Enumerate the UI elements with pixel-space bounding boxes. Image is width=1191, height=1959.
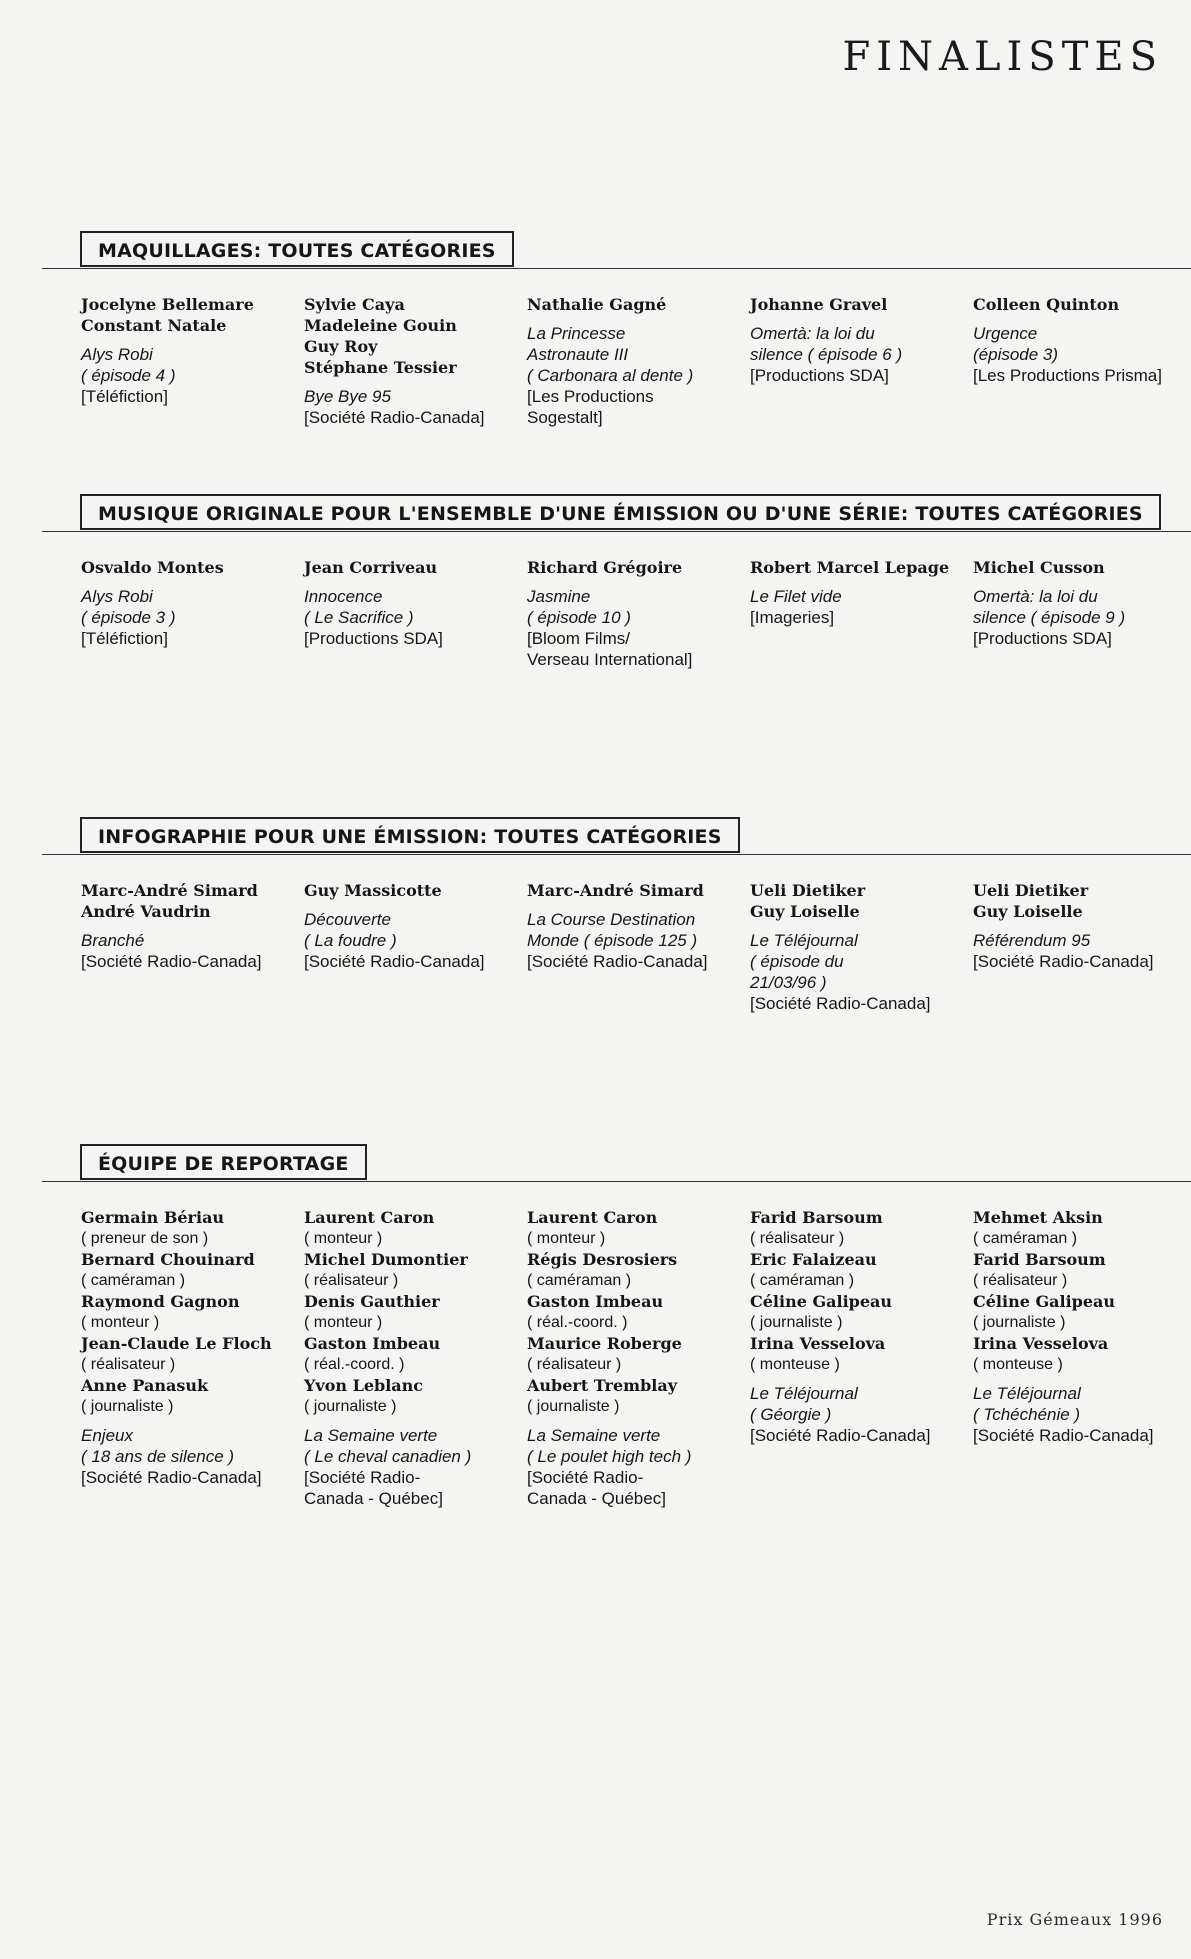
finalist-name: Michel Cusson	[973, 558, 1105, 577]
page-title: FINALISTES	[842, 34, 1163, 80]
finalist-name: Stéphane Tessier	[304, 358, 457, 377]
finalist-person	[304, 294, 519, 315]
finalist-names	[750, 294, 965, 315]
finalist-entry	[527, 1207, 750, 1509]
finalist-entry	[527, 880, 750, 1014]
finalist-person	[304, 557, 519, 578]
finalist-person	[527, 1333, 742, 1375]
finalist-person	[527, 880, 742, 901]
finalist-role: ( réal.-coord. )	[527, 1314, 628, 1331]
finalist-role: ( journaliste )	[750, 1314, 843, 1331]
finalist-name: Guy Roy	[304, 337, 378, 356]
finalist-role: ( caméraman )	[750, 1272, 855, 1289]
work-title-line: ( épisode 4 )	[81, 366, 176, 385]
finalist-names	[750, 1207, 965, 1375]
finalist-entry	[304, 1207, 527, 1509]
work-title-line: ( Carbonara al dente )	[527, 366, 694, 385]
work-title-line: Bye Bye 95	[304, 387, 391, 406]
finalist-role: ( réalisateur )	[750, 1230, 845, 1247]
finalist-names	[304, 880, 519, 901]
finalist-name: Constant Natale	[81, 316, 227, 335]
finalist-entry	[973, 557, 1191, 670]
finalist-person	[304, 1333, 519, 1375]
finalist-name: Yvon Leblanc	[304, 1376, 424, 1395]
work-title-line: Urgence	[973, 324, 1038, 343]
finalist-name: Raymond Gagnon	[81, 1292, 240, 1311]
work-title-line: (épisode 3)	[973, 345, 1059, 364]
finalist-name: Guy Massicotte	[304, 881, 442, 900]
finalist-person	[973, 1333, 1188, 1375]
production-line: [Société Radio-Canada]	[304, 408, 485, 427]
finalist-work	[973, 586, 1188, 649]
finalist-name: Céline Galipeau	[750, 1292, 893, 1311]
finalist-person	[81, 1375, 296, 1417]
finalist-role: ( réalisateur )	[527, 1356, 622, 1373]
finalist-person	[304, 336, 519, 357]
production-line: [Téléfiction]	[81, 629, 168, 648]
finalist-name: Gaston Imbeau	[527, 1292, 664, 1311]
finalist-name: Colleen Quinton	[973, 295, 1120, 314]
production-line: [Société Radio-Canada]	[81, 952, 262, 971]
finalist-name: Jocelyne Bellemare	[81, 295, 254, 314]
finalist-role: ( journaliste )	[81, 1398, 174, 1415]
section-header: MUSIQUE ORIGINALE POUR L'ENSEMBLE D'UNE ÉMISSION OU D'UNE SÉRIE: TOUTES CATÉGORIES	[80, 494, 1161, 530]
work-title-line: Omertà: la loi du	[750, 324, 875, 343]
finalist-role: ( caméraman )	[81, 1272, 186, 1289]
production-line: Sogestalt]	[527, 408, 603, 427]
finalist-name: Osvaldo Montes	[81, 558, 224, 577]
work-title-line: Omertà: la loi du	[973, 587, 1098, 606]
finalist-name: Régis Desrosiers	[527, 1250, 678, 1269]
finalist-person	[304, 357, 519, 378]
production-line: [Société Radio-Canada]	[81, 1468, 262, 1487]
finalist-work	[973, 1383, 1188, 1446]
work-title-line: Le Téléjournal	[973, 1384, 1081, 1403]
finalist-work	[527, 1425, 742, 1509]
finalist-work	[973, 323, 1188, 386]
finalist-person	[750, 1207, 965, 1249]
finalist-name: Ueli Dietiker	[750, 881, 866, 900]
finalist-names	[527, 880, 742, 901]
finalist-person	[750, 1249, 965, 1291]
finalist-names	[973, 294, 1188, 315]
production-line: [Imageries]	[750, 608, 835, 627]
finalist-name: Jean-Claude Le Floch	[81, 1334, 272, 1353]
finalist-names	[81, 1207, 296, 1417]
finalist-name: Farid Barsoum	[750, 1208, 883, 1227]
production-line: [Téléfiction]	[81, 387, 168, 406]
finalist-role: ( caméraman )	[527, 1272, 632, 1289]
finalist-entry	[527, 557, 750, 670]
production-line: Canada - Québec]	[527, 1489, 666, 1508]
work-title-line: Le Téléjournal	[750, 1384, 858, 1403]
finalist-entry	[527, 294, 750, 428]
finalist-entry	[304, 557, 527, 670]
finalist-name: Guy Loiselle	[750, 902, 860, 921]
finalist-person	[304, 1249, 519, 1291]
work-title-line: La Course Destination	[527, 910, 696, 929]
finalist-role: ( preneur de son )	[81, 1230, 209, 1247]
finalist-person	[973, 1249, 1188, 1291]
work-title-line: Référendum 95	[973, 931, 1091, 950]
finalist-name: Laurent Caron	[527, 1208, 658, 1227]
production-line: [Société Radio-Canada]	[527, 952, 708, 971]
finalist-work	[750, 1383, 965, 1446]
finalist-name: Farid Barsoum	[973, 1250, 1106, 1269]
finalist-person	[527, 1249, 742, 1291]
work-title-line: Astronaute III	[527, 345, 629, 364]
production-line: Verseau International]	[527, 650, 693, 669]
production-line: [Société Radio-Canada]	[304, 952, 485, 971]
finalist-role: ( caméraman )	[973, 1230, 1078, 1247]
finalist-person	[750, 880, 965, 901]
finalist-person	[750, 294, 965, 315]
work-title-line: silence ( épisode 9 )	[973, 608, 1126, 627]
finalist-person	[304, 1207, 519, 1249]
finalist-name: Sylvie Caya	[304, 295, 405, 314]
finalist-name: Germain Bériau	[81, 1208, 225, 1227]
finalist-names	[750, 557, 965, 578]
production-line: [Productions SDA]	[304, 629, 443, 648]
finalist-person	[973, 901, 1188, 922]
work-title-line: Le Filet vide	[750, 587, 842, 606]
finalist-name: Mehmet Aksin	[973, 1208, 1103, 1227]
work-title-line: ( Le Sacrifice )	[304, 608, 414, 627]
finalist-name: Bernard Chouinard	[81, 1250, 255, 1269]
finalist-columns	[81, 294, 1191, 428]
production-line: [Société Radio-Canada]	[973, 1426, 1154, 1445]
finalist-name: Richard Grégoire	[527, 558, 683, 577]
finalist-names	[973, 880, 1188, 922]
work-title-line: ( épisode du	[750, 952, 844, 971]
finalist-person	[750, 557, 965, 578]
work-title-line: La Semaine verte	[527, 1426, 661, 1445]
finalist-work	[750, 930, 965, 1014]
finalist-name: André Vaudrin	[81, 902, 211, 921]
work-title-line: Jasmine	[527, 587, 591, 606]
finalist-work	[527, 909, 742, 972]
work-title-line: La Princesse	[527, 324, 626, 343]
finalist-role: ( journaliste )	[527, 1398, 620, 1415]
finalist-entry	[81, 880, 304, 1014]
finalist-person	[527, 1207, 742, 1249]
work-title-line: Alys Robi	[81, 345, 153, 364]
finalist-role: ( monteur )	[527, 1230, 606, 1247]
finalist-person	[81, 294, 296, 315]
finalist-entry	[973, 880, 1191, 1014]
section-header: INFOGRAPHIE POUR UNE ÉMISSION: TOUTES CATÉGORIES	[80, 817, 740, 853]
finalist-name: Denis Gauthier	[304, 1292, 440, 1311]
finalist-person	[81, 901, 296, 922]
production-line: [Société Radio-	[527, 1468, 644, 1487]
finalist-name: Robert Marcel Lepage	[750, 558, 950, 577]
finalist-person	[304, 1375, 519, 1417]
finalist-names	[750, 880, 965, 922]
finalist-work	[973, 930, 1188, 972]
finalist-entry	[81, 1207, 304, 1509]
finalist-work	[304, 1425, 519, 1509]
finalist-person	[81, 1207, 296, 1249]
finalist-entry	[304, 880, 527, 1014]
footer-text: Prix Gémeaux 1996	[986, 1910, 1163, 1929]
finalist-person	[973, 1207, 1188, 1249]
finalist-entry	[973, 1207, 1191, 1509]
finalist-names	[973, 1207, 1188, 1375]
finalist-names	[527, 1207, 742, 1417]
finalist-person	[527, 1291, 742, 1333]
finalist-name: Anne Panasuk	[81, 1376, 209, 1395]
work-title-line: silence ( épisode 6 )	[750, 345, 903, 364]
finalist-role: ( journaliste )	[973, 1314, 1066, 1331]
finalist-name: Gaston Imbeau	[304, 1334, 441, 1353]
finalist-work	[304, 386, 519, 428]
finalist-work	[304, 909, 519, 972]
finalist-role: ( monteur )	[81, 1314, 160, 1331]
finalist-person	[304, 1291, 519, 1333]
finalist-entry	[750, 294, 973, 428]
finalist-person	[81, 1249, 296, 1291]
finalist-names	[81, 557, 296, 578]
finalist-name: Madeleine Gouin	[304, 316, 457, 335]
finalist-person	[750, 1333, 965, 1375]
finalist-entry	[81, 294, 304, 428]
work-title-line: ( Le poulet high tech )	[527, 1447, 692, 1466]
finalist-name: Maurice Roberge	[527, 1334, 682, 1353]
finalist-role: ( monteur )	[304, 1230, 383, 1247]
production-line: Canada - Québec]	[304, 1489, 443, 1508]
finalist-person	[527, 1375, 742, 1417]
finalist-name: Nathalie Gagné	[527, 295, 667, 314]
production-line: [Société Radio-Canada]	[750, 994, 931, 1013]
finalist-names	[81, 880, 296, 922]
work-title-line: ( La foudre )	[304, 931, 397, 950]
finalist-work	[81, 930, 296, 972]
production-line: [Productions SDA]	[973, 629, 1112, 648]
work-title-line: ( Tchéchénie )	[973, 1405, 1081, 1424]
work-title-line: Monde ( épisode 125 )	[527, 931, 698, 950]
finalist-work	[304, 586, 519, 649]
work-title-line: Découverte	[304, 910, 391, 929]
finalist-names	[304, 557, 519, 578]
work-title-line: ( épisode 3 )	[81, 608, 176, 627]
finalist-name: Irina Vesselova	[750, 1334, 886, 1353]
work-title-line: ( 18 ans de silence )	[81, 1447, 235, 1466]
work-title-line: ( épisode 10 )	[527, 608, 631, 627]
production-line: [Les Productions Prisma]	[973, 366, 1162, 385]
finalist-work	[81, 344, 296, 407]
finalist-names	[304, 294, 519, 378]
finalist-name: Laurent Caron	[304, 1208, 435, 1227]
finalist-person	[304, 315, 519, 336]
finalist-work	[527, 586, 742, 670]
finalist-person	[81, 1333, 296, 1375]
finalist-person	[973, 1291, 1188, 1333]
finalist-work	[527, 323, 742, 428]
finalist-name: Michel Dumontier	[304, 1250, 468, 1269]
finalist-person	[304, 880, 519, 901]
work-title-line: Innocence	[304, 587, 383, 606]
finalist-columns	[81, 557, 1191, 670]
finalist-role: ( monteuse )	[973, 1356, 1063, 1373]
finalist-name: Marc-André Simard	[527, 881, 704, 900]
production-line: [Bloom Films/	[527, 629, 630, 648]
finalist-names	[973, 557, 1188, 578]
finalist-name: Marc-André Simard	[81, 881, 258, 900]
finalist-work	[750, 323, 965, 386]
finalist-person	[973, 880, 1188, 901]
finalist-names	[527, 294, 742, 315]
finalist-role: ( monteuse )	[750, 1356, 840, 1373]
finalist-name: Johanne Gravel	[750, 295, 888, 314]
finalist-role: ( réalisateur )	[973, 1272, 1068, 1289]
production-line: [Société Radio-	[304, 1468, 421, 1487]
finalist-person	[527, 294, 742, 315]
finalist-name: Jean Corriveau	[304, 558, 438, 577]
finalist-name: Ueli Dietiker	[973, 881, 1089, 900]
finalist-names	[304, 1207, 519, 1417]
production-line: [Société Radio-Canada]	[750, 1426, 931, 1445]
production-line: [Productions SDA]	[750, 366, 889, 385]
finalist-person	[973, 557, 1188, 578]
finalist-work	[750, 586, 965, 628]
finalist-person	[81, 880, 296, 901]
finalist-entry	[750, 557, 973, 670]
finalist-role: ( journaliste )	[304, 1398, 397, 1415]
finalist-person	[973, 294, 1188, 315]
finalist-work	[81, 1425, 296, 1488]
finalist-role: ( réalisateur )	[304, 1272, 399, 1289]
finalist-name: Aubert Tremblay	[527, 1376, 678, 1395]
work-title-line: Le Téléjournal	[750, 931, 858, 950]
finalist-name: Céline Galipeau	[973, 1292, 1116, 1311]
finalist-role: ( réal.-coord. )	[304, 1356, 405, 1373]
finalist-person	[527, 557, 742, 578]
work-title-line: 21/03/96 )	[750, 973, 827, 992]
finalist-names	[527, 557, 742, 578]
work-title-line: Branché	[81, 931, 145, 950]
finalist-columns	[81, 1207, 1191, 1509]
work-title-line: ( Géorgie )	[750, 1405, 832, 1424]
section-header: MAQUILLAGES: TOUTES CATÉGORIES	[80, 231, 514, 267]
finalist-names	[81, 294, 296, 336]
finalist-role: ( monteur )	[304, 1314, 383, 1331]
finalist-entry	[750, 880, 973, 1014]
work-title-line: La Semaine verte	[304, 1426, 438, 1445]
finalist-role: ( réalisateur )	[81, 1356, 176, 1373]
finalist-work	[81, 586, 296, 649]
production-line: [Les Productions	[527, 387, 654, 406]
production-line: [Société Radio-Canada]	[973, 952, 1154, 971]
section-header: ÉQUIPE DE REPORTAGE	[80, 1144, 367, 1180]
finalist-name: Guy Loiselle	[973, 902, 1083, 921]
finalist-columns	[81, 880, 1191, 1014]
finalist-person	[81, 557, 296, 578]
work-title-line: Alys Robi	[81, 587, 153, 606]
finalist-person	[81, 1291, 296, 1333]
finalist-name: Eric Falaizeau	[750, 1250, 877, 1269]
finalist-person	[81, 315, 296, 336]
work-title-line: Enjeux	[81, 1426, 133, 1445]
finalist-entry	[973, 294, 1191, 428]
finalist-entry	[81, 557, 304, 670]
work-title-line: ( Le cheval canadien )	[304, 1447, 472, 1466]
finalist-person	[750, 1291, 965, 1333]
finalist-entry	[304, 294, 527, 428]
finalist-name: Irina Vesselova	[973, 1334, 1109, 1353]
finalist-entry	[750, 1207, 973, 1509]
finalist-person	[750, 901, 965, 922]
